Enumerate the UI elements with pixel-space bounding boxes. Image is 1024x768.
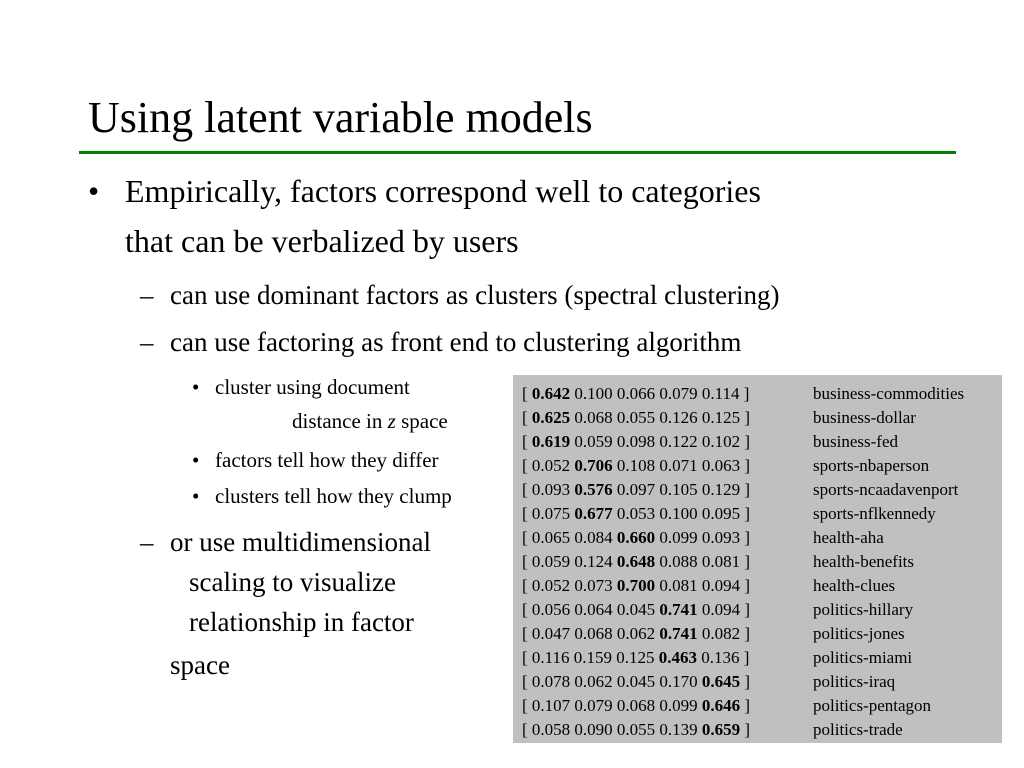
- small-bullet-marker: •: [192, 484, 200, 508]
- open-bracket: [: [522, 480, 528, 499]
- factor-values: [528, 576, 741, 595]
- subsub-factors-differ: factors tell how they differ: [215, 448, 439, 472]
- factor-value: 0.065: [531, 528, 571, 547]
- factor-value: 0.084: [574, 528, 613, 547]
- factor-values: [528, 672, 741, 691]
- factor-value: 0.055: [616, 408, 656, 427]
- factor-value: 0.058: [531, 720, 571, 739]
- subsub-clusters-clump: clusters tell how they clump: [215, 484, 452, 508]
- slide-title: Using latent variable models: [88, 93, 593, 142]
- factor-vector: [522, 406, 750, 430]
- factor-value: 0.059: [574, 432, 613, 451]
- factor-vector: [522, 622, 750, 646]
- open-bracket: [: [522, 408, 528, 427]
- dominant-factor-value: 0.625: [531, 408, 571, 427]
- close-bracket: ]: [744, 720, 751, 739]
- factor-values: [528, 600, 741, 619]
- factor-values: [528, 384, 740, 403]
- factor-value: 0.090: [574, 720, 613, 739]
- factor-value: 0.105: [659, 480, 698, 499]
- factor-value: 0.093: [531, 480, 571, 499]
- factor-value: 0.159: [573, 648, 613, 667]
- factor-vector: [522, 718, 750, 742]
- factor-values: [528, 504, 741, 523]
- title-underline: [79, 151, 956, 154]
- close-bracket: ]: [744, 696, 751, 715]
- factor-values: [528, 720, 741, 739]
- open-bracket: [: [522, 720, 528, 739]
- subsub-cluster-line-2: distance in z space: [292, 409, 448, 433]
- factor-value: 0.059: [531, 552, 571, 571]
- factor-value: 0.068: [574, 624, 613, 643]
- dash-marker: –: [140, 527, 154, 557]
- close-bracket: ]: [744, 408, 751, 427]
- category-label: politics-jones: [813, 624, 905, 643]
- factor-value: 0.055: [616, 720, 656, 739]
- variable-z: z: [387, 409, 396, 433]
- factor-value: 0.093: [701, 528, 741, 547]
- factor-value: 0.081: [659, 576, 698, 595]
- factor-value: 0.068: [616, 696, 656, 715]
- open-bracket: [: [522, 528, 528, 547]
- factor-vector: [522, 550, 750, 574]
- factor-values: [528, 432, 741, 451]
- factor-value: 0.088: [659, 552, 698, 571]
- close-bracket: ]: [744, 600, 751, 619]
- factor-value: 0.116: [531, 648, 570, 667]
- dominant-factor-value: 0.660: [616, 528, 656, 547]
- factor-value: 0.073: [574, 576, 613, 595]
- open-bracket: [: [522, 552, 528, 571]
- factor-value: 0.136: [701, 648, 740, 667]
- factor-value: 0.098: [616, 432, 656, 451]
- factor-values: [528, 648, 740, 667]
- dominant-factor-value: 0.645: [701, 672, 741, 691]
- factor-value: 0.052: [531, 576, 571, 595]
- factor-value: 0.094: [701, 600, 741, 619]
- factor-value: 0.129: [701, 480, 741, 499]
- factor-value: 0.094: [701, 576, 741, 595]
- bullet-marker: •: [88, 173, 100, 209]
- close-bracket: ]: [744, 624, 751, 643]
- close-bracket: ]: [744, 504, 751, 523]
- factor-value: 0.170: [659, 672, 698, 691]
- factor-value: 0.071: [659, 456, 698, 475]
- factor-value: 0.047: [531, 624, 571, 643]
- sub-bullet-spectral-clustering: can use dominant factors as clusters (spectral clustering): [170, 280, 780, 310]
- factor-value: 0.045: [616, 600, 656, 619]
- factor-value: 0.056: [531, 600, 571, 619]
- factor-values: [528, 408, 741, 427]
- dominant-factor-value: 0.648: [616, 552, 656, 571]
- factor-value: 0.114: [701, 384, 740, 403]
- open-bracket: [: [522, 456, 528, 475]
- close-bracket: ]: [744, 672, 751, 691]
- close-bracket: ]: [744, 552, 751, 571]
- small-bullet-marker: •: [192, 375, 200, 399]
- factor-value: 0.099: [659, 528, 698, 547]
- dominant-factor-value: 0.659: [701, 720, 741, 739]
- open-bracket: [: [522, 648, 528, 667]
- factor-value: 0.100: [574, 384, 613, 403]
- category-label: business-dollar: [813, 408, 916, 427]
- factor-vector: [522, 502, 750, 526]
- open-bracket: [: [522, 504, 528, 523]
- factor-weights-table: [513, 375, 1002, 743]
- factor-values: [528, 552, 741, 571]
- factor-value: 0.063: [701, 456, 741, 475]
- category-label: sports-ncaadavenport: [813, 480, 959, 499]
- factor-values: [528, 696, 741, 715]
- factor-value: 0.095: [701, 504, 741, 523]
- factor-value: 0.078: [531, 672, 571, 691]
- factor-value: 0.045: [616, 672, 656, 691]
- dominant-factor-value: 0.576: [574, 480, 613, 499]
- category-label: business-commodities: [813, 384, 965, 403]
- open-bracket: [: [522, 672, 528, 691]
- factor-vector: [522, 454, 750, 478]
- factor-values: [528, 624, 741, 643]
- small-bullet-marker: •: [192, 448, 200, 472]
- factor-vector: [522, 574, 750, 598]
- factor-value: 0.079: [574, 696, 613, 715]
- close-bracket: ]: [744, 456, 751, 475]
- bullet-text-line-1: Empirically, factors correspond well to categories: [125, 173, 761, 209]
- factor-values: [528, 456, 741, 475]
- open-bracket: [: [522, 384, 528, 403]
- factor-vector: [522, 670, 750, 694]
- factor-value: 0.107: [531, 696, 571, 715]
- factor-vector: [522, 478, 750, 502]
- factor-value: 0.139: [659, 720, 698, 739]
- open-bracket: [: [522, 600, 528, 619]
- factor-value: 0.122: [659, 432, 698, 451]
- close-bracket: ]: [744, 480, 751, 499]
- open-bracket: [: [522, 432, 528, 451]
- open-bracket: [: [522, 696, 528, 715]
- sub-bullet-mds-line-2: scaling to visualize: [189, 567, 396, 597]
- dominant-factor-value: 0.677: [574, 504, 613, 523]
- dominant-factor-value: 0.463: [658, 648, 698, 667]
- factor-vector: [522, 382, 749, 406]
- factor-value: 0.068: [574, 408, 613, 427]
- factor-value: 0.064: [574, 600, 613, 619]
- category-label: politics-iraq: [813, 672, 896, 691]
- close-bracket: ]: [743, 384, 750, 403]
- factor-value: 0.079: [659, 384, 698, 403]
- factor-vector: [522, 646, 749, 670]
- factor-value: 0.097: [616, 480, 656, 499]
- factor-value: 0.062: [616, 624, 656, 643]
- factor-value: 0.062: [574, 672, 613, 691]
- factor-values: [528, 528, 741, 547]
- category-label: politics-hillary: [813, 600, 914, 619]
- factor-value: 0.081: [701, 552, 741, 571]
- category-label: health-clues: [813, 576, 896, 595]
- dominant-factor-value: 0.741: [659, 600, 698, 619]
- close-bracket: ]: [744, 432, 751, 451]
- category-label: sports-nbaperson: [813, 456, 930, 475]
- factor-value: 0.126: [659, 408, 698, 427]
- factor-value: 0.102: [701, 432, 741, 451]
- dominant-factor-value: 0.642: [531, 384, 571, 403]
- factor-vector: [522, 526, 750, 550]
- factor-value: 0.124: [574, 552, 613, 571]
- dash-marker: –: [140, 327, 154, 357]
- factor-value: 0.099: [659, 696, 698, 715]
- bullet-text-line-2: that can be verbalized by users: [125, 223, 519, 259]
- sub-bullet-mds-line-3: relationship in factor: [189, 607, 414, 637]
- factor-value: 0.066: [616, 384, 656, 403]
- close-bracket: ]: [744, 576, 751, 595]
- dominant-factor-value: 0.706: [574, 456, 613, 475]
- dominant-factor-value: 0.646: [701, 696, 741, 715]
- category-label: politics-pentagon: [813, 696, 932, 715]
- factor-vector: [522, 694, 750, 718]
- category-label: health-aha: [813, 528, 884, 547]
- subsub-cluster-line-1: cluster using document: [215, 375, 410, 399]
- dominant-factor-value: 0.741: [659, 624, 698, 643]
- factor-value: 0.125: [701, 408, 741, 427]
- factor-value: 0.052: [531, 456, 571, 475]
- factor-value: 0.108: [616, 456, 656, 475]
- open-bracket: [: [522, 576, 528, 595]
- factor-value: 0.075: [531, 504, 571, 523]
- factor-values: [528, 480, 741, 499]
- dominant-factor-value: 0.619: [531, 432, 571, 451]
- factor-value: 0.053: [616, 504, 656, 523]
- sub-bullet-front-end: can use factoring as front end to clustering algorithm: [170, 327, 742, 357]
- dash-marker: –: [140, 280, 154, 310]
- category-label: politics-trade: [813, 720, 903, 739]
- close-bracket: ]: [743, 648, 750, 667]
- category-label: sports-nflkennedy: [813, 504, 936, 523]
- category-label: health-benefits: [813, 552, 915, 571]
- close-bracket: ]: [744, 528, 751, 547]
- open-bracket: [: [522, 624, 528, 643]
- sub-bullet-mds-line-4: space: [170, 650, 230, 680]
- factor-vector: [522, 598, 750, 622]
- factor-value: 0.082: [701, 624, 741, 643]
- dominant-factor-value: 0.700: [616, 576, 656, 595]
- factor-value: 0.100: [659, 504, 698, 523]
- category-label: business-fed: [813, 432, 898, 451]
- factor-vector: [522, 430, 750, 454]
- factor-value: 0.125: [616, 648, 655, 667]
- sub-bullet-mds-line-1: or use multidimensional: [170, 527, 431, 557]
- category-label: politics-miami: [813, 648, 913, 667]
